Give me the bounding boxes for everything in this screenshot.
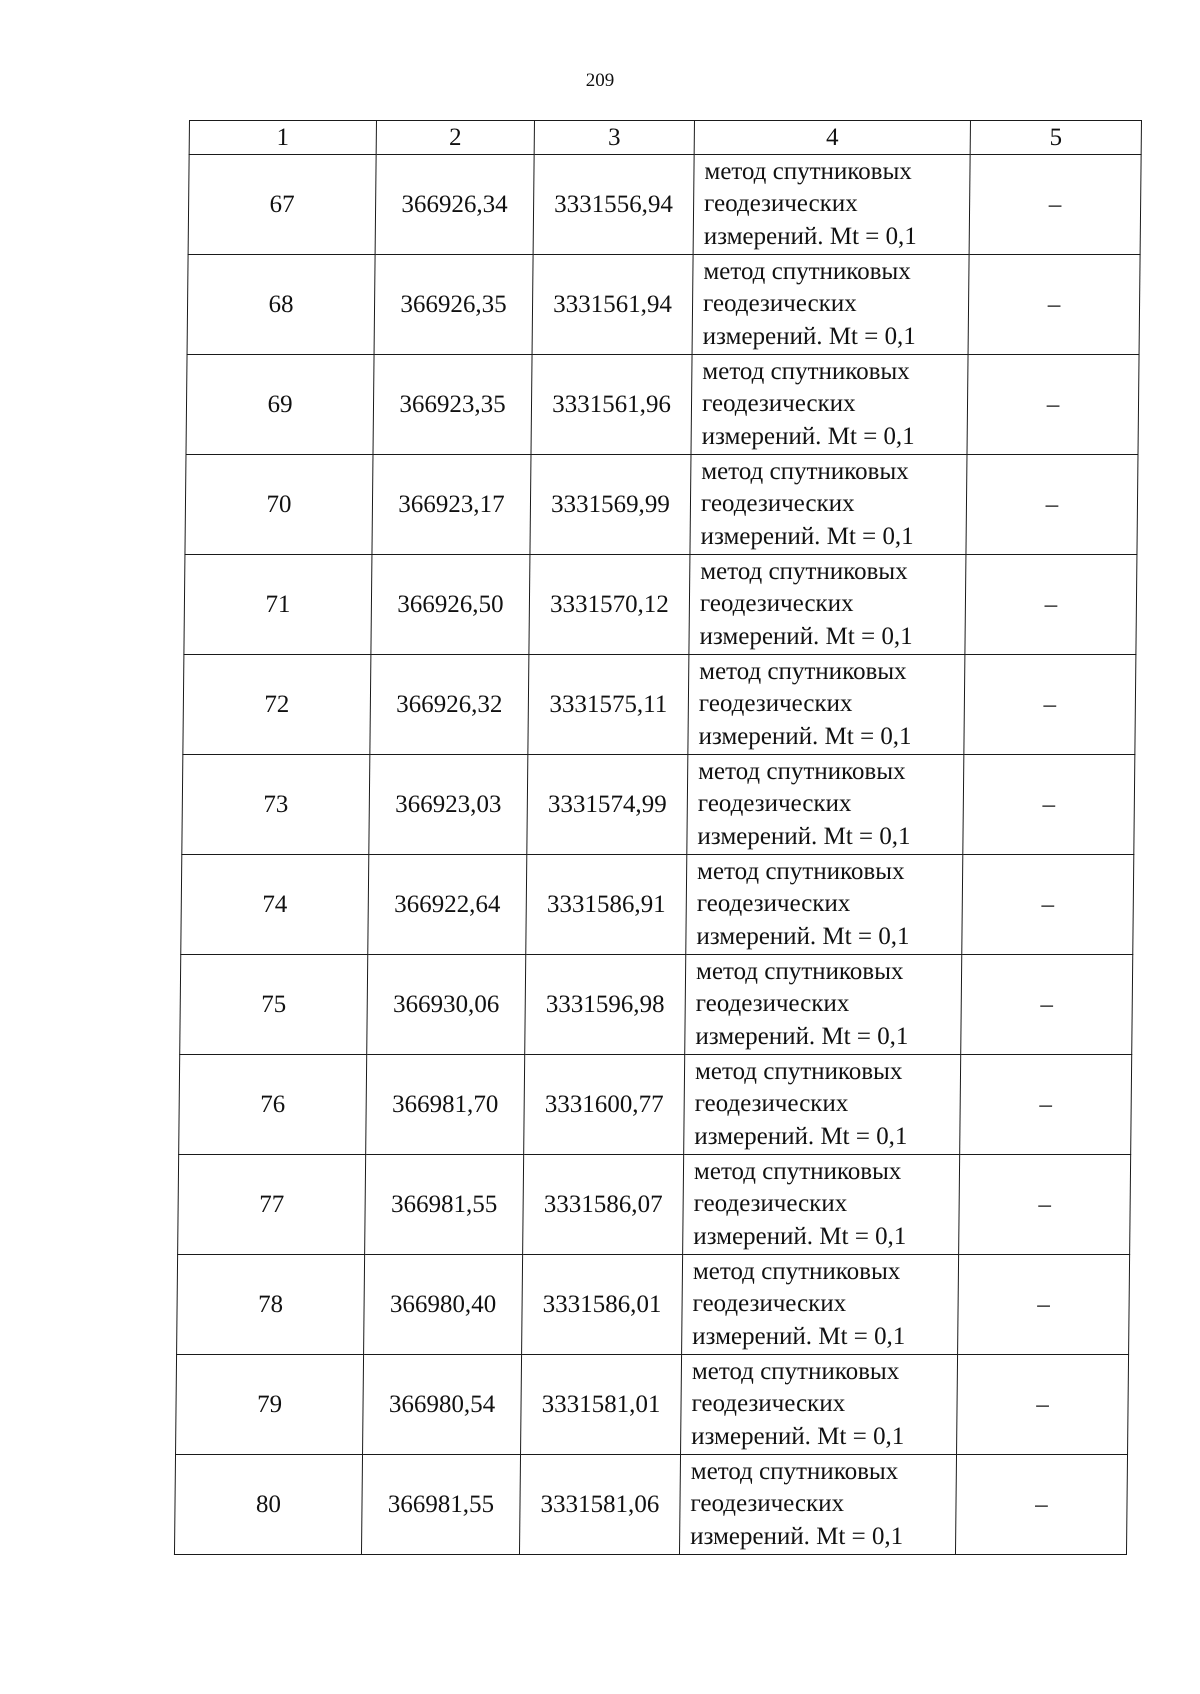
method-line: геодезических xyxy=(703,190,858,218)
point-number-cell: 78 xyxy=(177,1255,365,1355)
header-col-4: 4 xyxy=(694,121,970,155)
x-coordinate-cell: 366980,54 xyxy=(363,1355,522,1455)
page-number: 209 xyxy=(585,70,615,91)
y-coordinate-cell: 3331581,06 xyxy=(519,1455,680,1555)
method-cell xyxy=(693,155,970,255)
x-coordinate-cell: 366922,64 xyxy=(368,855,527,955)
point-number-cell: 76 xyxy=(179,1055,367,1155)
table-row xyxy=(178,1155,1131,1255)
table-row xyxy=(184,555,1137,655)
note-cell: – xyxy=(963,755,1135,855)
method-line: геодезических xyxy=(701,390,856,418)
x-coordinate-cell: 366930,06 xyxy=(367,955,526,1055)
method-line: метод спутниковых xyxy=(704,157,913,185)
table-row xyxy=(187,255,1140,355)
x-coordinate-cell: 366926,32 xyxy=(370,655,529,755)
method-cell xyxy=(692,255,969,355)
note-cell: – xyxy=(966,455,1138,555)
header-col-3: 3 xyxy=(534,121,694,155)
method-cell xyxy=(689,555,966,655)
y-coordinate-cell: 3331586,01 xyxy=(522,1255,683,1355)
header-col-1: 1 xyxy=(189,121,376,155)
method-line: измерений. Mt = 0,1 xyxy=(698,722,912,750)
x-coordinate-cell: 366926,34 xyxy=(375,155,534,255)
method-line: геодезических xyxy=(692,1290,847,1318)
x-coordinate-cell: 366923,03 xyxy=(369,755,528,855)
note-cell: – xyxy=(967,355,1139,455)
method-cell xyxy=(691,355,968,455)
point-number-cell: 79 xyxy=(176,1355,364,1455)
method-line: измерений. Mt = 0,1 xyxy=(693,1222,907,1250)
table-row xyxy=(182,755,1135,855)
method-line: метод спутниковых xyxy=(694,1057,903,1085)
note-cell: – xyxy=(957,1355,1129,1455)
table-row xyxy=(180,955,1133,1055)
method-line: измерений. Mt = 0,1 xyxy=(690,1522,904,1550)
method-line: геодезических xyxy=(697,790,852,818)
point-number-cell: 67 xyxy=(188,155,376,255)
method-line: метод спутниковых xyxy=(701,457,909,485)
method-cell xyxy=(679,1455,956,1555)
y-coordinate-cell: 3331561,94 xyxy=(532,255,693,355)
x-coordinate-cell: 366926,50 xyxy=(371,555,530,655)
method-line: геодезических xyxy=(696,890,851,918)
table-header xyxy=(189,121,1141,155)
header-row xyxy=(189,121,1141,155)
method-line: измерений. Mt = 0,1 xyxy=(701,422,915,450)
note-cell: – xyxy=(969,155,1141,255)
table-row xyxy=(183,655,1136,755)
method-line: метод спутниковых xyxy=(692,1257,901,1285)
point-number-cell: 80 xyxy=(174,1455,362,1555)
method-line: измерений. Mt = 0,1 xyxy=(691,1422,905,1450)
table-row xyxy=(177,1255,1130,1355)
method-line: измерений. Mt = 0,1 xyxy=(702,322,916,350)
method-cell xyxy=(688,655,965,755)
point-number-cell: 70 xyxy=(185,455,373,555)
method-line: измерений. Mt = 0,1 xyxy=(694,1122,908,1150)
y-coordinate-cell: 3331581,01 xyxy=(521,1355,682,1455)
method-line: измерений. Mt = 0,1 xyxy=(697,822,911,850)
method-cell xyxy=(682,1255,959,1355)
method-line: геодезических xyxy=(690,1490,845,1518)
y-coordinate-cell: 3331586,07 xyxy=(523,1155,684,1255)
y-coordinate-cell: 3331596,98 xyxy=(525,955,686,1055)
y-coordinate-cell: 3331561,96 xyxy=(531,355,692,455)
coordinates-table xyxy=(174,120,1142,1555)
method-cell xyxy=(687,755,964,855)
point-number-cell: 74 xyxy=(181,855,369,955)
note-cell: – xyxy=(960,1055,1132,1155)
method-cell xyxy=(690,455,967,555)
method-line: измерений. Mt = 0,1 xyxy=(696,922,910,950)
method-line: измерений. Mt = 0,1 xyxy=(695,1022,909,1050)
method-line: измерений. Mt = 0,1 xyxy=(703,222,918,250)
method-line: геодезических xyxy=(698,690,853,718)
method-line: геодезических xyxy=(691,1390,846,1418)
note-cell: – xyxy=(959,1155,1131,1255)
note-cell: – xyxy=(965,555,1137,655)
point-number-cell: 72 xyxy=(183,655,371,755)
method-line: геодезических xyxy=(700,490,855,518)
method-line: измерений. Mt = 0,1 xyxy=(692,1322,906,1350)
method-line: геодезических xyxy=(695,990,850,1018)
point-number-cell: 71 xyxy=(184,555,372,655)
y-coordinate-cell: 3331556,94 xyxy=(533,155,694,255)
method-cell xyxy=(683,1155,960,1255)
table-row xyxy=(179,1055,1132,1155)
method-line: метод спутниковых xyxy=(690,1457,899,1485)
note-cell: – xyxy=(968,255,1140,355)
table-row xyxy=(186,355,1139,455)
method-line: измерений. Mt = 0,1 xyxy=(699,622,913,650)
method-line: метод спутниковых xyxy=(699,657,907,685)
table-row xyxy=(188,155,1141,255)
x-coordinate-cell: 366923,17 xyxy=(372,455,531,555)
table-row xyxy=(176,1355,1129,1455)
point-number-cell: 77 xyxy=(178,1155,366,1255)
method-line: геодезических xyxy=(694,1090,849,1118)
table-row xyxy=(174,1455,1127,1555)
x-coordinate-cell: 366981,55 xyxy=(365,1155,524,1255)
x-coordinate-cell: 366981,70 xyxy=(366,1055,525,1155)
header-col-5: 5 xyxy=(970,121,1141,155)
method-line: метод спутниковых xyxy=(703,257,911,285)
y-coordinate-cell: 3331574,99 xyxy=(527,755,688,855)
method-line: метод спутниковых xyxy=(691,1357,900,1385)
method-line: геодезических xyxy=(699,590,854,618)
table-row xyxy=(185,455,1138,555)
method-line: геодезических xyxy=(702,290,857,318)
method-line: метод спутниковых xyxy=(696,857,905,885)
method-line: геодезических xyxy=(693,1190,848,1218)
point-number-cell: 73 xyxy=(182,755,370,855)
y-coordinate-cell: 3331600,77 xyxy=(524,1055,685,1155)
method-cell xyxy=(685,955,962,1055)
x-coordinate-cell: 366923,35 xyxy=(373,355,532,455)
method-cell xyxy=(684,1055,961,1155)
method-cell xyxy=(681,1355,958,1455)
y-coordinate-cell: 3331570,12 xyxy=(529,555,690,655)
y-coordinate-cell: 3331586,91 xyxy=(526,855,687,955)
x-coordinate-cell: 366980,40 xyxy=(364,1255,523,1355)
method-line: метод спутниковых xyxy=(693,1157,902,1185)
method-line: метод спутниковых xyxy=(700,557,908,585)
method-line: метод спутниковых xyxy=(698,757,906,785)
note-cell: – xyxy=(964,655,1136,755)
method-line: метод спутниковых xyxy=(695,957,904,985)
note-cell: – xyxy=(961,955,1133,1055)
method-line: метод спутниковых xyxy=(702,357,910,385)
x-coordinate-cell: 366926,35 xyxy=(374,255,533,355)
y-coordinate-cell: 3331569,99 xyxy=(530,455,691,555)
point-number-cell: 69 xyxy=(186,355,374,455)
point-number-cell: 68 xyxy=(187,255,375,355)
method-cell xyxy=(686,855,963,955)
x-coordinate-cell: 366981,55 xyxy=(361,1455,520,1555)
note-cell: – xyxy=(958,1255,1130,1355)
method-line: измерений. Mt = 0,1 xyxy=(700,522,914,550)
table-row xyxy=(181,855,1134,955)
table-body xyxy=(174,155,1141,1555)
note-cell: – xyxy=(962,855,1134,955)
y-coordinate-cell: 3331575,11 xyxy=(528,655,689,755)
note-cell: – xyxy=(955,1455,1127,1555)
header-col-2: 2 xyxy=(376,121,534,155)
point-number-cell: 75 xyxy=(180,955,368,1055)
